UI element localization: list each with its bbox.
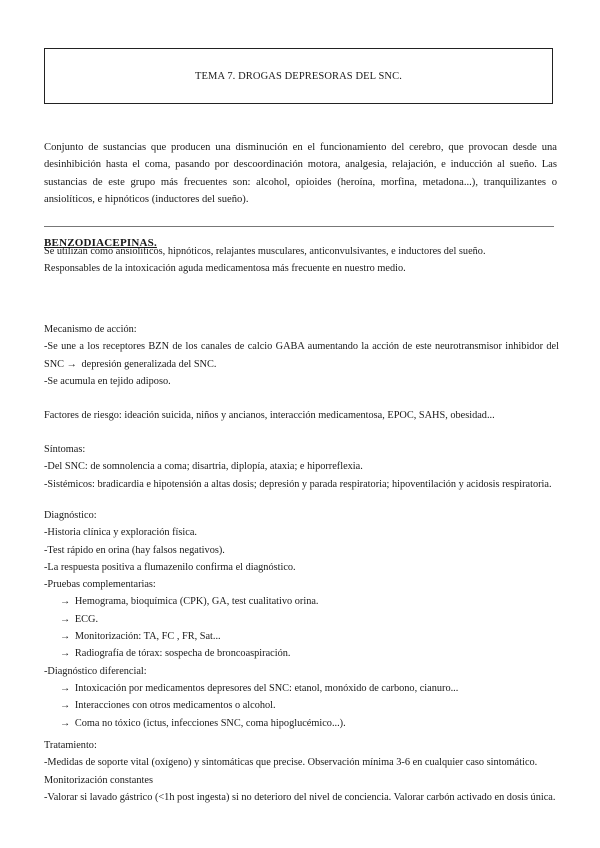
arrow-icon: → <box>60 613 71 625</box>
divider <box>44 226 554 227</box>
usage-block <box>44 243 559 278</box>
complementary-text: Radiografía de tórax: sospecha de broncoaspiración. <box>74 648 291 660</box>
symptoms-snc: -Del SNC: de somnolencia a coma; disartria, diplopía, ataxia; e hiporreflexia. <box>44 461 363 473</box>
differential-item <box>44 715 559 732</box>
mechanism-block <box>44 321 559 390</box>
title-box <box>44 48 553 104</box>
treatment-block <box>44 737 559 806</box>
symptoms-heading: Síntomas: <box>44 444 86 455</box>
mechanism-line: -Se acumula en tejido adiposo. <box>44 375 171 387</box>
complementary-item <box>44 645 559 662</box>
diagnosis-heading: Diagnóstico: <box>44 510 97 521</box>
usage-line: Se utilizan como ansiolíticos, hipnóticos, relajantes musculares, anticonvulsivantes, e inductores del sueño. <box>44 246 486 257</box>
risk-factors-block <box>44 407 559 424</box>
symptoms-block <box>44 441 559 493</box>
arrow-icon: → <box>60 596 71 608</box>
complementary-text: ECG. <box>74 613 99 625</box>
differential-item <box>44 680 559 697</box>
arrow-icon: → <box>60 717 71 729</box>
mechanism-heading: Mecanismo de acción: <box>44 324 137 335</box>
risk-factors: Factores de riesgo: ideación suicida, niños y ancianos, interacción medicamentosa, EPOC, SAHS, obesidad... <box>44 410 495 421</box>
mechanism-line <box>44 356 559 373</box>
arrow-icon: → <box>60 700 71 712</box>
arrow-icon: → <box>60 648 71 660</box>
treatment-line: -Valorar si lavado gástrico (<1h post ingesta) si no deterioro del nivel de conciencia. Valorar carbón activado en dosis única. <box>44 791 556 803</box>
differential-item <box>44 697 559 714</box>
usage-line: Responsables de la intoxicación aguda medicamentosa más frecuente en nuestro medio. <box>44 263 406 275</box>
diagnosis-item: -Pruebas complementarias: <box>44 579 156 591</box>
differential-text: Coma no tóxico (ictus, infecciones SNC, coma hipoglucémico...). <box>74 717 346 729</box>
complementary-item <box>44 593 559 610</box>
complementary-text: Monitorización: TA, FC , FR, Sat... <box>74 631 221 643</box>
treatment-line: Monitorización constantes <box>44 774 153 786</box>
page-title: TEMA 7. DROGAS DEPRESORAS DEL SNC. <box>195 70 402 82</box>
treatment-heading: Tratamiento: <box>44 740 97 751</box>
arrow-icon: → <box>66 358 77 370</box>
mechanism-result: depresión generalizada del SNC. <box>81 358 217 370</box>
mechanism-snc: SNC <box>44 358 65 370</box>
complementary-item <box>44 628 559 645</box>
diagnosis-item: -Test rápido en orina (hay falsos negativos). <box>44 544 225 556</box>
mechanism-line: -Se une a los receptores BZN de los canales de calcio GABA aumentando la acción de este neurotransmisor inhibidor del <box>44 341 559 353</box>
diagnosis-item: -La respuesta positiva a flumazenilo confirma el diagnóstico. <box>44 561 296 573</box>
treatment-line: -Medidas de soporte vital (oxígeno) y sintomáticas que precise. Observación mínima 3-6 en cualquier caso sintomático. <box>44 757 538 769</box>
complementary-item <box>44 611 559 628</box>
symptoms-systemic: -Sistémicos: bradicardia e hipotensión a altas dosis; depresión y parada respiratoria; hipoventilación y acidosis respiratoria. <box>44 478 552 490</box>
diagnosis-block <box>44 507 559 732</box>
section-title: BENZODIACEPINAS. <box>44 237 157 249</box>
diagnosis-item: -Historia clínica y exploración física. <box>44 527 197 539</box>
arrow-icon: → <box>60 631 71 643</box>
arrow-icon: → <box>60 682 71 694</box>
complementary-text: Hemograma, bioquímica (CPK), GA, test cualitativo orina. <box>74 596 319 608</box>
differential-text: Interacciones con otros medicamentos o alcohol. <box>74 700 276 712</box>
differential-text: Intoxicación por medicamentos depresores del SNC: etanol, monóxido de carbono, cianuro... <box>74 682 459 694</box>
differential-heading: -Diagnóstico diferencial: <box>44 665 147 677</box>
intro-paragraph: Conjunto de sustancias que producen una disminución en el funcionamiento del cerebro, que provocan desde una desinhibición hasta el coma, pasando por descoordinación motora, analgesia, relajación, e inducción al sueño. Las sustancias de este grupo más frecuentes son: alcohol, opioides (heroína, morfina, metadona...), tranquilizantes o ansiolíticos, e hipnóticos (inductores del sueño). <box>44 142 557 205</box>
